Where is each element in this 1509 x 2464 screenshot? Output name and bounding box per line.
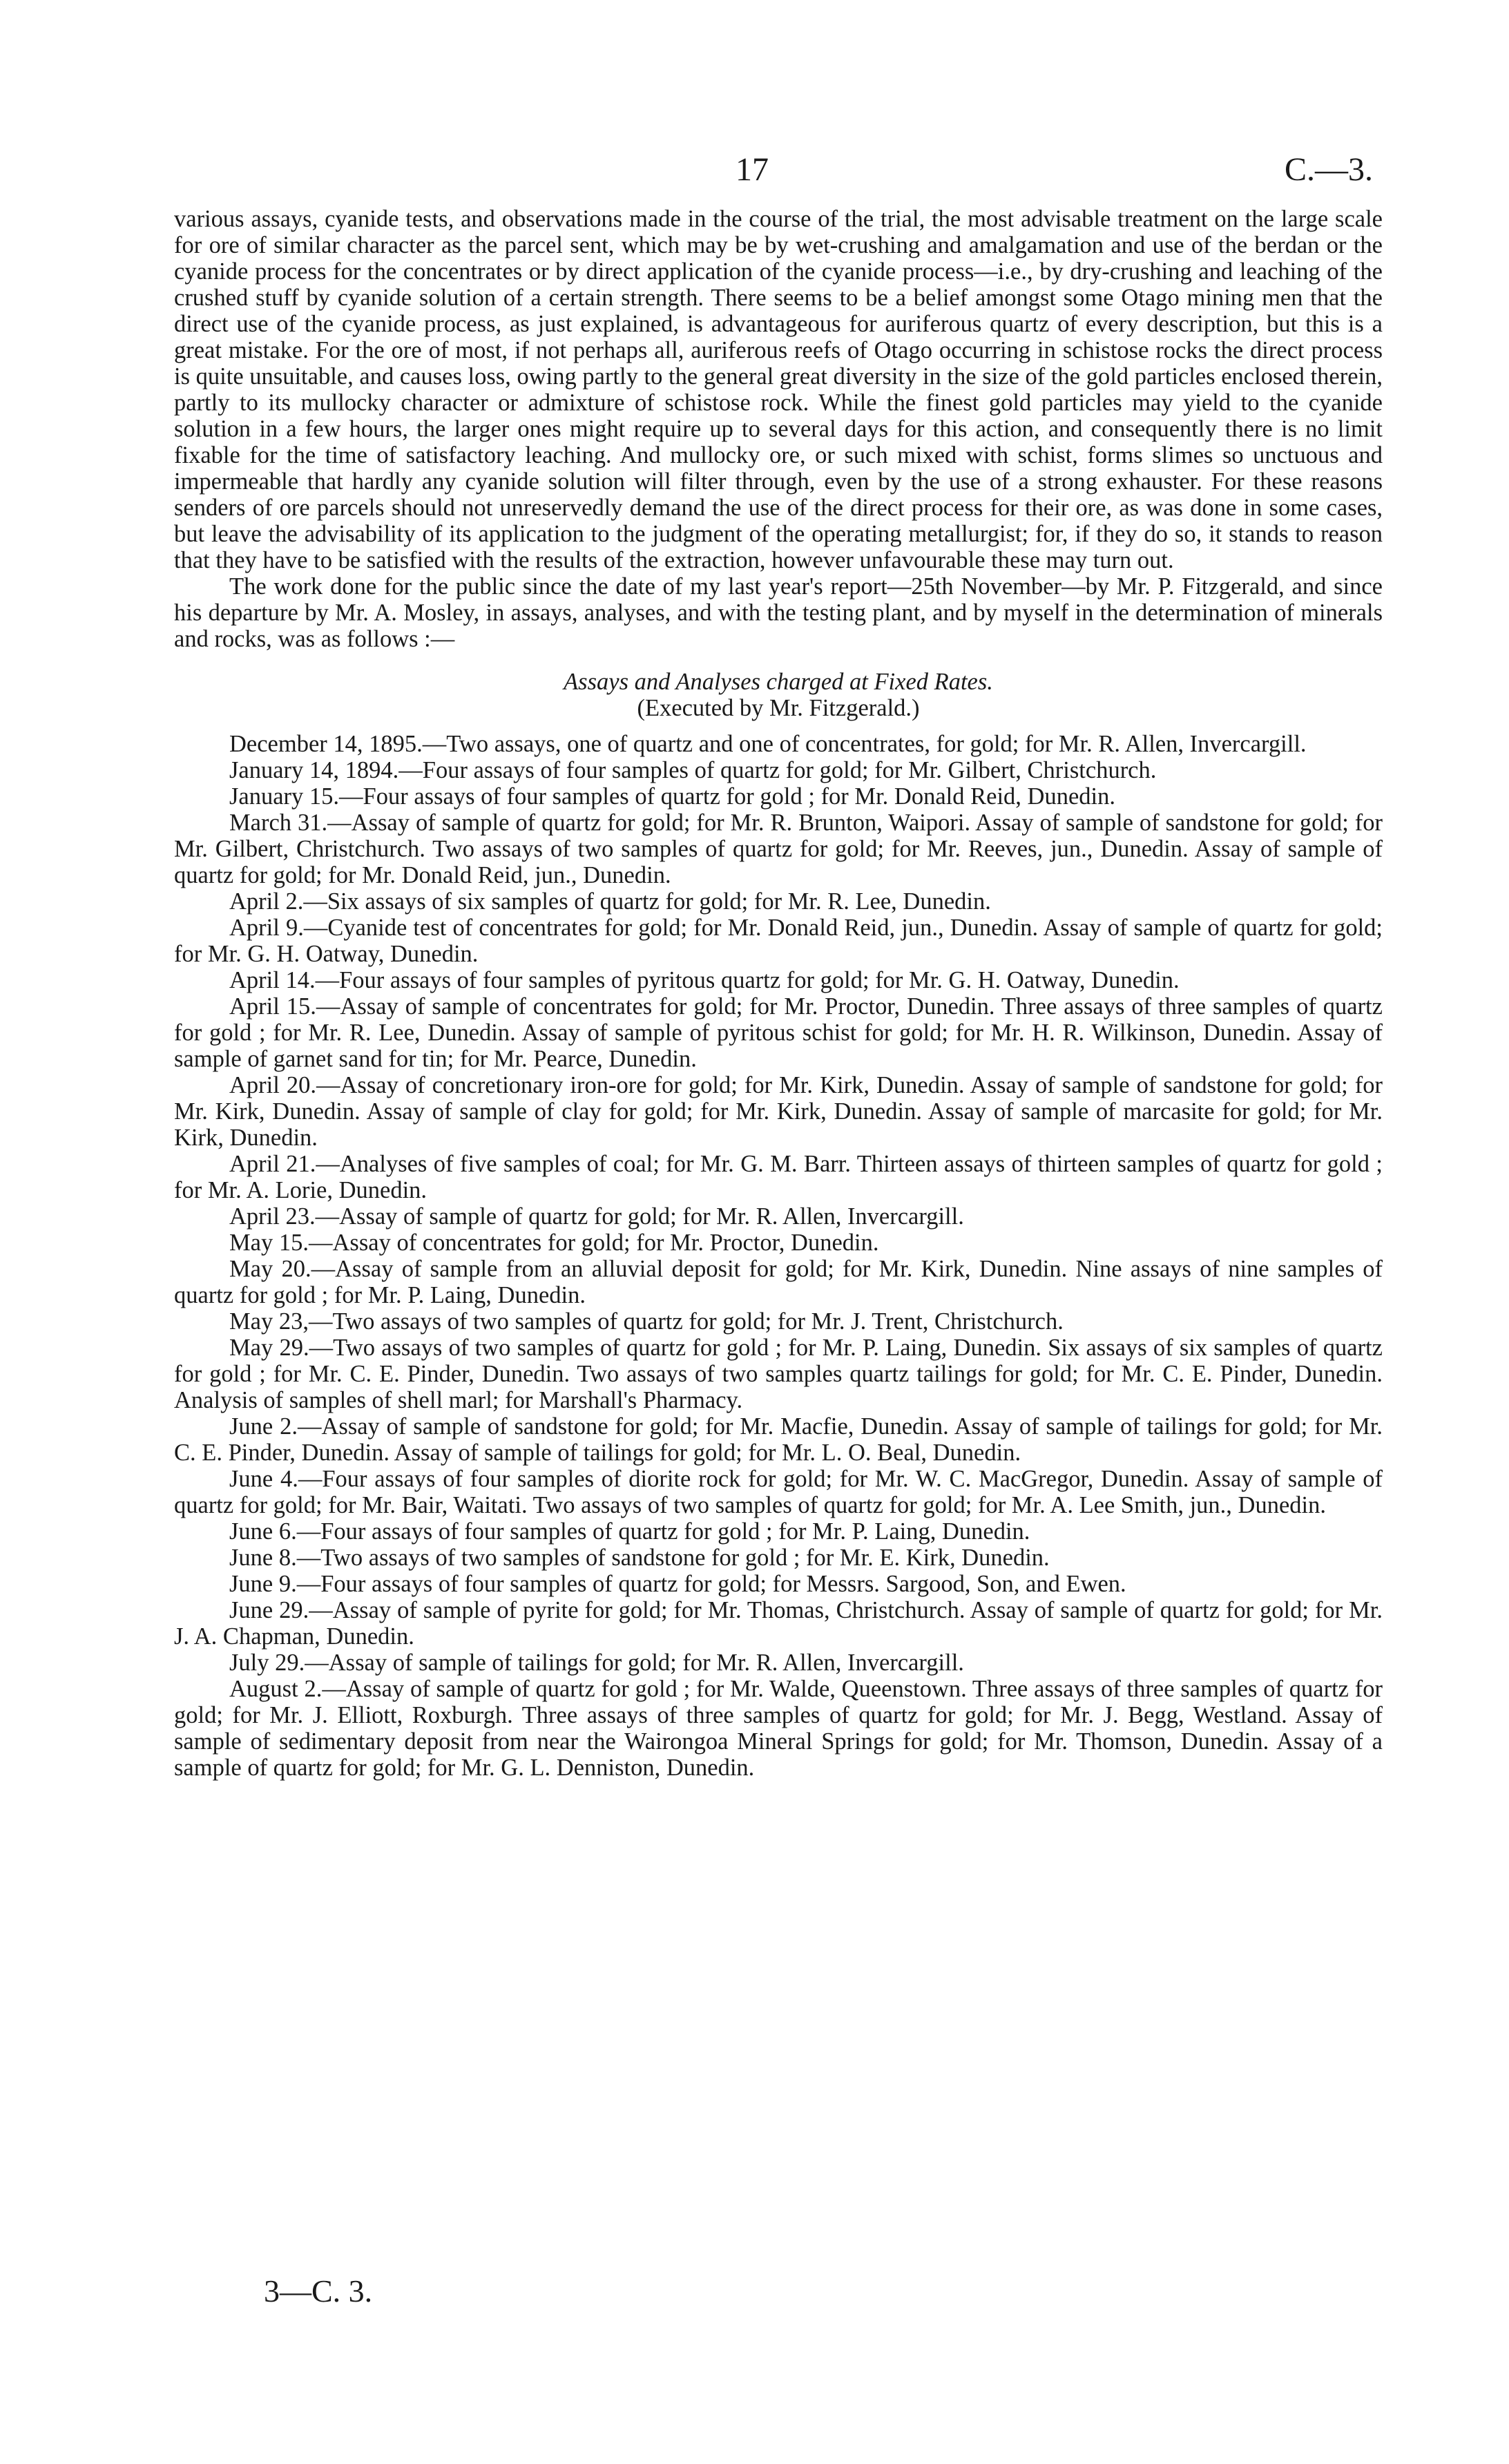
entry-paragraph: May 15.—Assay of concentrates for gold; for Mr. Proctor, Dunedin. xyxy=(229,1230,879,1256)
entry-paragraph: April 2.—Six assays of six samples of quartz for gold; for Mr. R. Lee, Dunedin. xyxy=(229,888,991,915)
entry-paragraph: May 29.—Two assays of two samples of quartz for gold ; for Mr. P. Laing, Dunedin. Six assays of six samples of quartz for gold ; for Mr. C. E. Pinder, Dunedin. Two assays of two samples quartz tailings for gold; for Mr. C. E. Pinder, Dunedin. Analysis of samples of shell marl; for Marshall's Pharmacy. xyxy=(174,1335,1383,1413)
entry-paragraph: January 15.—Four assays of four samples of quartz for gold ; for Mr. Donald Reid, Dunedin. xyxy=(229,783,1115,810)
entry-paragraph: June 8.—Two assays of two samples of sandstone for gold ; for Mr. E. Kirk, Dunedin. xyxy=(229,1545,1050,1571)
page-number: 17 xyxy=(736,151,769,188)
entry-paragraph: June 2.—Assay of sample of sandstone for gold; for Mr. Macfie, Dunedin. Assay of sample of tailings for gold; for Mr. C. E. Pinder, Dunedin. Assay of sample of tailings for gold; for Mr. L. O. Beal, Dunedin. xyxy=(174,1413,1383,1466)
section-subheading: (Executed by Mr. Fitzgerald.) xyxy=(637,695,920,721)
entry-paragraph: April 14.—Four assays of four samples of pyritous quartz for gold; for Mr. G. H. Oatway, Dunedin. xyxy=(229,967,1180,993)
entry-paragraph: April 15.—Assay of sample of concentrates for gold; for Mr. Proctor, Dunedin. Three assays of three samples of quartz for gold ; for Mr. R. Lee, Dunedin. Assay of sample of pyritous schist for gold; for Mr. H. R. Wilkinson, Dunedin. Assay of sample of garnet sand for tin; for Mr. Pearce, Dunedin. xyxy=(174,993,1383,1072)
document-reference: C.—3. xyxy=(1285,151,1374,188)
entry-list xyxy=(174,731,1383,1781)
entry-paragraph: August 2.—Assay of sample of quartz for gold ; for Mr. Walde, Queenstown. Three assays of three samples of quartz for gold; for Mr. J. Elliott, Roxburgh. Three assays of three samples of quartz for gold; for Mr. J. Begg, Westland. Assay of sample of sedimentary deposit from near the Wairongoa Mineral Springs for gold; for Mr. Thomson, Dunedin. Assay of a sample of quartz for gold; for Mr. G. L. Denniston, Dunedin. xyxy=(174,1676,1383,1781)
intro-paragraph: various assays, cyanide tests, and observations made in the course of the trial, the most advisable treatment on the large scale for ore of similar character as the parcel sent, which may be by wet-crushing and amalgamation and use of the berdan or the cyanide process for the concentrates or by direct application of the cyanide process—i.e., by dry-crushing and leaching of the crushed stuff by cyanide solution of a certain strength. There seems to be a belief amongst some Otago mining men that the direct use of the cyanide process, as just explained, is advantageous for auriferous quartz of every description, but this is a great mistake. For the ore of most, if not perhaps all, auriferous reefs of Otago occurring in schistose rocks the direct process is quite unsuitable, and causes loss, owing partly to the general great diversity in the size of the gold particles enclosed therein, partly to its mullocky character or admixture of schistose rock. While the finest gold particles may yield to the cyanide solution in a few hours, the larger ones might require up to several days for this action, and consequently there is no limit fixable for the time of satisfactory leaching. And mullocky ore, or such mixed with schist, forms slimes so unctuous and impermeable that hardly any cyanide solution will filter through, even by the use of a strong exhauster. For these reasons senders of ore parcels should not unreservedly demand the use of the direct process for their ore, as was done in some cases, but leave the advisability of its application to the judgment of the operating metallurgist; for, if they do so, it stands to reason that they have to be satisfied with the results of the extraction, however unfavourable these may turn out. xyxy=(174,206,1383,573)
entry-paragraph: June 29.—Assay of sample of pyrite for gold; for Mr. Thomas, Christchurch. Assay of sample of quartz for gold; for Mr. J. A. Chapman, Dunedin. xyxy=(174,1597,1383,1650)
entry-paragraph: June 9.—Four assays of four samples of quartz for gold; for Messrs. Sargood, Son, and Ewen. xyxy=(229,1571,1126,1597)
entry-paragraph: March 31.—Assay of sample of quartz for gold; for Mr. R. Brunton, Waipori. Assay of sample of sandstone for gold; for Mr. Gilbert, Christchurch. Two assays of two samples of quartz for gold; for Mr. Reeves, jun., Dunedin. Assay of sample of quartz for gold; for Mr. Donald Reid, jun., Dunedin. xyxy=(174,810,1383,888)
entry-paragraph: July 29.—Assay of sample of tailings for gold; for Mr. R. Allen, Invercargill. xyxy=(229,1650,964,1676)
entry-paragraph: June 6.—Four assays of four samples of quartz for gold ; for Mr. P. Laing, Dunedin. xyxy=(229,1518,1030,1545)
entry-paragraph: April 21.—Analyses of five samples of coal; for Mr. G. M. Barr. Thirteen assays of thirteen samples of quartz for gold ; for Mr. A. Lorie, Dunedin. xyxy=(174,1151,1383,1203)
entry-paragraph: April 9.—Cyanide test of concentrates for gold; for Mr. Donald Reid, jun., Dunedin. Assay of sample of quartz for gold; for Mr. G. H. Oatway, Dunedin. xyxy=(174,915,1383,967)
entry-paragraph: June 4.—Four assays of four samples of diorite rock for gold; for Mr. W. C. MacGregor, Dunedin. Assay of sample of quartz for gold; for Mr. Bair, Waitati. Two assays of two samples of quartz for gold; for Mr. A. Lee Smith, jun., Dunedin. xyxy=(174,1466,1383,1518)
entry-paragraph: December 14, 1895.—Two assays, one of quartz and one of concentrates, for gold; for Mr. R. Allen, Invercargill. xyxy=(229,731,1307,757)
entry-paragraph: May 23,—Two assays of two samples of quartz for gold; for Mr. J. Trent, Christchurch. xyxy=(229,1308,1064,1335)
entry-paragraph: April 20.—Assay of concretionary iron-ore for gold; for Mr. Kirk, Dunedin. Assay of sample of sandstone for gold; for Mr. Kirk, Dunedin. Assay of sample of clay for gold; for Mr. Kirk, Dunedin. Assay of sample of marcasite for gold; for Mr. Kirk, Dunedin. xyxy=(174,1072,1383,1151)
section-heading: Assays and Analyses charged at Fixed Rates. xyxy=(564,669,993,695)
work-paragraph: The work done for the public since the date of my last year's report—25th November—by Mr. P. Fitzgerald, and since his departure by Mr. A. Mosley, in assays, analyses, and with the testing plant, and by myself in the determination of minerals and rocks, was as follows :— xyxy=(174,573,1383,652)
page-signature: 3—C. 3. xyxy=(264,2273,373,2309)
entry-paragraph: April 23.—Assay of sample of quartz for gold; for Mr. R. Allen, Invercargill. xyxy=(229,1203,964,1230)
entry-paragraph: January 14, 1894.—Four assays of four samples of quartz for gold; for Mr. Gilbert, Christchurch. xyxy=(229,757,1157,783)
body-text xyxy=(174,206,1383,1781)
entry-paragraph: May 20.—Assay of sample from an alluvial deposit for gold; for Mr. Kirk, Dunedin. Nine assays of nine samples of quartz for gold ; for Mr. P. Laing, Dunedin. xyxy=(174,1256,1383,1308)
